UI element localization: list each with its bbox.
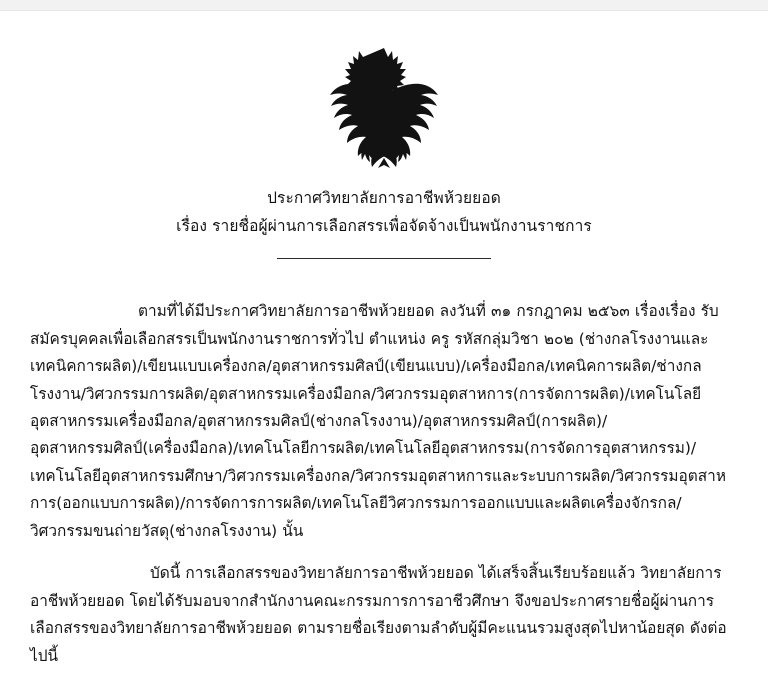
paragraph-1-text: ตามที่ได้มีประกาศวิทยาลัยการอาชีพห้วยยอด ลงวันที่ ๓๑ กรกฎาคม ๒๕๖๓ เรื่องเรื่อง รับสมัครบุคคลเพื่อเลือกสรรเป็นพนักงานราชการทั่วไป ตำแหน่ง ครู รหัสกลุ่มวิชา ๒๐๒ (ช่างกลโรงงานและเทคนิคการผลิต)/เขียนแบบเครื่องกล/อุตสาหกรรมศิลป์(เขียนแบบ)/เครื่องมือกล/เทคนิคการผลิต/ช่างกลโรงงาน/วิศวกรรมการผลิต/อุตสาหกรรมเครื่องมือกล/วิศวกรรมอุตสาหการ(การจัดการผลิต)/เทคโนโลยีอุตสาหกรรมเครื่องมือกล/อุตสาหกรรมศิลป์(ช่างกลโรงงาน)/อุตสาหกรรมศิลป์(การผลิต)/อุตสาหกรรมศิลป์(เครื่องมือกล)/เทคโนโลยีการผลิต/เทคโนโลยีอุตสาหกรรม(การจัดการอุตสาหกรรม)/เทคโนโลยีอุตสาหกรรมศึกษา/วิศวกรรมเครื่องกล/วิศวกรรมอุตสาหการและระบบการผลิต/วิศวกรรมอุตสาหการ(ออกแบบการผลิต)/การจัดการการผลิต/เทคโนโลยีวิศวกรรมการออกแบบและผลิตเครื่องจักรกล/วิศวกรรมขนถ่ายวัสดุ(ช่างกลโรงงาน) นั้น — [30, 302, 726, 540]
page-subtitle: เรื่อง รายชื่อผู้ผ่านการเลือกสรรเพื่อจัดจ้างเป็นพนักงานราชการ — [176, 217, 592, 235]
garuda-emblem-icon — [318, 44, 450, 170]
horizontal-divider — [277, 258, 491, 259]
document-headings — [0, 186, 768, 238]
document-body — [30, 283, 742, 685]
paragraph-2-text: บัดนี้ การเลือกสรรของวิทยาลัยการอาชีพห้วยยอด ได้เสร็จสิ้นเรียบร้อยแล้ว วิทยาลัยการอาชีพห้วยยอด โดยได้รับมอบจากสำนักงานคณะกรรมการการอาชีวศึกษา จึงขอประกาศรายชื่อผู้ผ่านการเลือกสรรของวิทยาลัยการอาชีพห้วยยอด ตามรายชื่อเรียงตามลำดับผู้มีคะแนนรวมสูงสุดไปหาน้อยสุด ดังต่อไปนี้ — [30, 564, 727, 665]
page-title: ประกาศวิทยาลัยการอาชีพห้วยยอด — [267, 189, 501, 207]
paragraph-result-statement — [30, 560, 742, 670]
divider-wrap — [0, 258, 768, 259]
page-top-strip — [0, 0, 768, 11]
paragraph-announcement-reference — [30, 298, 742, 545]
emblem-container — [0, 42, 768, 172]
